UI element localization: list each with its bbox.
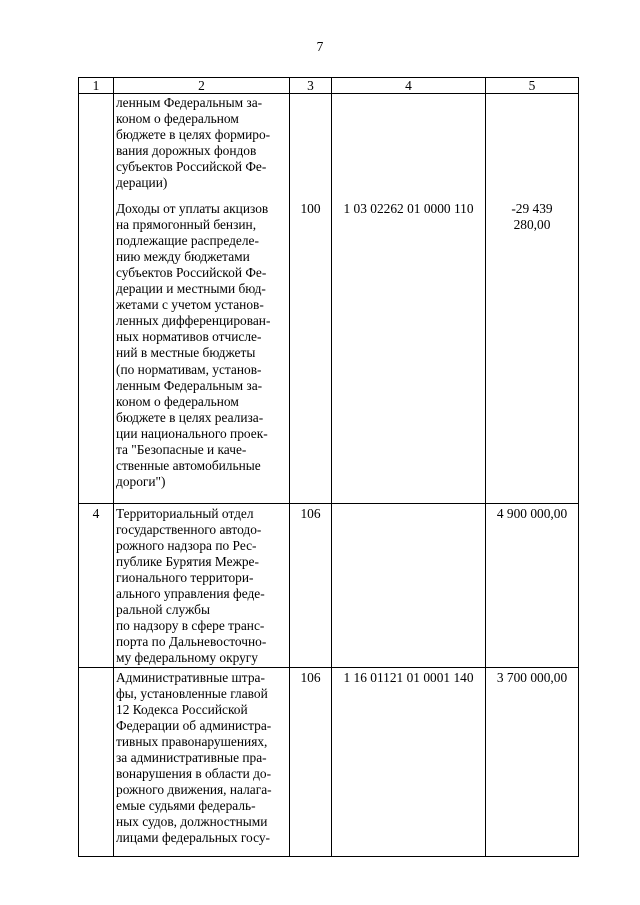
row-amount: 3 700 000,00 xyxy=(486,667,579,856)
table-row xyxy=(79,667,579,856)
row-admin-code: 100 xyxy=(290,192,332,504)
row-description: Территориальный отдел государственного автодо- рожного надзора по Рес- публике Бурятия Межре- гионального территори- ального управления феде- ральной службы по надзору в сфере транс- порта по Дальневосточно- му федеральному округу xyxy=(114,503,290,667)
row-number xyxy=(79,667,114,856)
row-number xyxy=(79,192,114,504)
table-row xyxy=(79,503,579,667)
row-description: Административные штра- фы, установленные главой 12 Кодекса Российской Федерации об администра- тивных правонарушениях, за административные пра- вонарушения в области до- рожного движения, налага- емые судьями федераль- ных судов, должностными лицами федеральных госу- xyxy=(114,667,290,856)
row-description: Доходы от уплаты акцизов на прямогонный бензин, подлежащие распределе- нию между бюджетами субъектов Российской Фе- дерации и местными бюд- жетами с учетом установ- ленных дифференцирован- ных нормативов отчисле- ний в местные бюджеты (по нормативам, установ- ленным Федеральным за- коном о федеральном бюджете в целях реализа- ции национального проек- та "Безопасные и каче- ственные автомобильные дороги") xyxy=(114,192,290,504)
row-number xyxy=(79,94,114,192)
row-kbk xyxy=(332,503,486,667)
row-amount xyxy=(486,94,579,192)
row-admin-code: 106 xyxy=(290,503,332,667)
row-kbk: 1 03 02262 01 0000 110 xyxy=(332,192,486,504)
header-cell: 4 xyxy=(332,78,486,94)
row-admin-code: 106 xyxy=(290,667,332,856)
row-amount: 4 900 000,00 xyxy=(486,503,579,667)
table-row xyxy=(79,192,579,504)
header-cell: 2 xyxy=(114,78,290,94)
table-row xyxy=(79,94,579,192)
header-cell: 1 xyxy=(79,78,114,94)
row-admin-code xyxy=(290,94,332,192)
header-cell: 3 xyxy=(290,78,332,94)
header-cell: 5 xyxy=(486,78,579,94)
row-amount: -29 439 280,00 xyxy=(486,192,579,504)
table-header-row xyxy=(79,78,579,94)
row-description: ленным Федеральным за- коном о федеральном бюджете в целях формиро- вания дорожных фондов субъектов Российской Фе- дерации) xyxy=(114,94,290,192)
revenue-table xyxy=(78,77,579,857)
row-number: 4 xyxy=(79,503,114,667)
page-number: 7 xyxy=(316,39,324,54)
row-kbk: 1 16 01121 01 0001 140 xyxy=(332,667,486,856)
row-kbk xyxy=(332,94,486,192)
